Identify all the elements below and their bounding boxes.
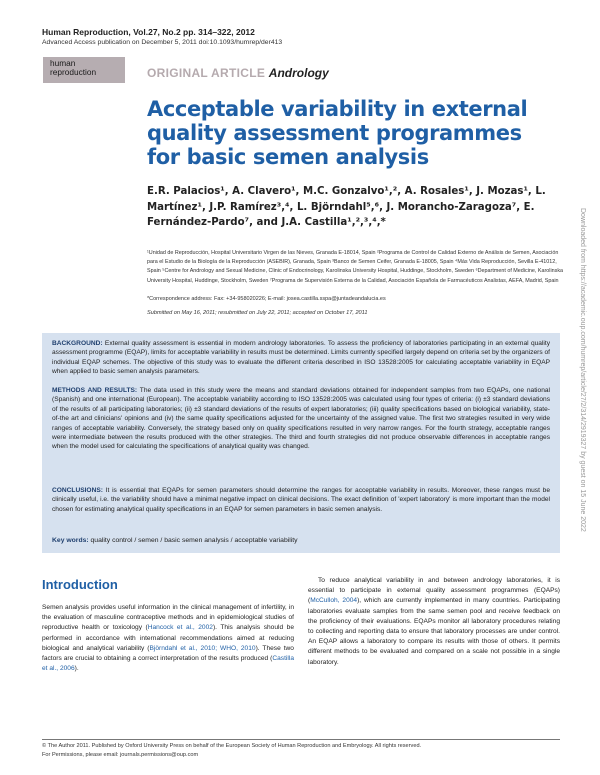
submission-dates: Submitted on May 16, 2011; resubmitted on July 22, 2011; accepted on October 17, 2011 [147, 310, 368, 316]
conclusions-label: CONCLUSIONS: [52, 487, 103, 494]
section-heading [147, 66, 329, 80]
intro-text: Semen analysis provides useful information in the clinical management of infertility, in the evaluation of masculine contraceptive methods and in epidemiological studies of reproductive health or toxicology ( [42, 604, 294, 632]
intro-text: ). This analysis should be performed in accordance with international recommendations aimed at reducing biological and analytical variability ( [42, 624, 294, 652]
citation-link[interactable]: McCulloh, 2004 [310, 597, 358, 605]
citation-link[interactable]: Hancock et al., 2002 [147, 624, 213, 632]
affiliations: ¹Unidad de Reproducción, Hospital Universitario Virgen de las Nieves, Granada E-18014, Spain ²Programa de Control de Calidad Externo de Análisis de Semen, Asociación para el Estudio de la Biología de la Reproducción (ASEBIR), Granada, Spain ³Banco de Semen Ceifer, Granada E-18005, Spain ⁴Más Vida Reproducción, Sevilla E-41012, Spain ⁵Centre for Andrology and Sexual Medicine, Clinic of Endocrinology, Karolinska University Hospital, Huddinge, Stockholm, Sweden ⁶Department of Medicine, Karolinska University Hospital, Huddinge, Stockholm, Sweden ⁷Programa de Supervisión Externa de la Calidad, Asociación Española de Farmacéuticos Analistas, AEFA, Madrid, Spain [147, 250, 564, 284]
introduction-right-column [308, 576, 560, 668]
article-title: Acceptable variability in external quality assessment programmes for basic semen analysis [147, 97, 528, 169]
intro-text: ), which are currently implemented in many countries. Participating laboratories evaluate samples from the same semen pool and receive feedback on the proficiency of their evaluations. EQAPs monitor all laboratory procedures relating to collecting and reporting data to ensure that laboratory processes are under control. An EQAP allows a laboratory to compare its results with those of others. It permits different methods to be evaluated and compared on a scale not possible in a single laboratory. [308, 597, 560, 666]
keywords-label: Key words: [52, 537, 89, 544]
abstract-box [42, 333, 560, 553]
background-text: External quality assessment is essential in modern andrology laboratories. To assess the proficiency of laboratories participating in an external quality assessment programme (EQAP), limits for acceptable variability in results must be determined. Limits currently specified largely depend on criteria set by the organizers of individual EQAP schemes. The objective of this study was to evaluate the different criteria described in ISO 13528:2005 for calculating acceptable variability in EQAP when applied to basic semen analysis parameters. [52, 340, 551, 376]
intro-text: ). [74, 665, 79, 673]
citation-link[interactable]: Björndahl et al., 2010; WHO, 2010 [149, 644, 256, 652]
journal-logo-text [50, 59, 96, 77]
logo-line-1: human [50, 58, 76, 68]
abstract-conclusions [52, 486, 550, 514]
abstract-methods [52, 386, 550, 452]
correspondence: *Correspondence address: Fax: +34-958020226; E-mail: josea.castilla.sspa@juntadeandalucia.es [147, 296, 386, 302]
keywords [52, 537, 298, 544]
methods-text: The data used in this study were the means and standard deviations obtained for independent samples from two EQAPs, one national (Spanish) and one international (European). The acceptable variability according to ISO 13528:2005 was calculated using four types of criteria: (i) ±3 standard deviations of the results of all participating laboratories; (ii) ±3 standard deviations of the results of expert laboratories; (iii) quality specifications based on biological variability, state-of-the art and clinicians' opinions and (iv) the same quality specifications adjusted for the uncertainty of the assigned value. The first two strategies resulted in very wide ranges of acceptable variability. Conversely, the strategy based only on quality specifications resulted in very narrow ranges. For the fourth strategy, acceptable ranges were intermediate between the results produced with the other strategies. The third and fourth strategies did not produce observable differences in acceptable ranges when the model used for calculating the specifications of analytical quality was changed. [52, 387, 550, 451]
logo-line-2: reproduction [50, 67, 97, 77]
abstract-background [52, 339, 550, 377]
permissions-notice: For Permissions, please email: journals.permissions@oup.com [42, 752, 199, 758]
citation-link[interactable]: Castilla et al., 2006 [42, 655, 294, 673]
keywords-text: quality control / semen / basic semen analysis / acceptable variability [90, 537, 298, 544]
introduction-heading: Introduction [42, 577, 118, 592]
conclusions-text: It is essential that EQAPs for semen parameters should determine the ranges for acceptable variability in results. Moreover, these ranges must be clinically useful, i.e. the variability should have a minimal negative impact on clinical decisions. The exact definition of 'expert laboratory' is more important than the model chosen for estimating analytical quality specifications in an EQAP for semen parameters in basic semen analysis. [52, 487, 550, 513]
introduction-left-column [42, 603, 294, 674]
section-topic: Andrology [268, 66, 329, 80]
section-label: ORIGINAL ARTICLE [147, 66, 266, 80]
author-list: E.R. Palacios¹, A. Clavero¹, M.C. Gonzalvo¹,², A. Rosales¹, J. Mozas¹, L. Martínez¹, J.P. Ramírez³,⁴, L. Björndahl⁵,⁶, J. Morancho-Zaragoza⁷, E. Fernández-Pardo⁷, and J.A. Castilla¹,²,³,⁴,* [147, 186, 546, 228]
advance-access-line: Advanced Access publication on December 5, 2011 doi:10.1093/humrep/der413 [42, 39, 283, 46]
methods-label: METHODS AND RESULTS: [52, 387, 138, 394]
journal-citation: Human Reproduction, Vol.27, No.2 pp. 314–322, 2012 [42, 27, 255, 37]
copyright-notice: © The Author 2011. Published by Oxford University Press on behalf of the European Society of Human Reproduction and Embryology. All rights reserved. [42, 743, 422, 749]
intro-text: ). These two factors are crucial to obtaining a correct interpretation of the results produced ( [42, 644, 294, 663]
download-watermark: Downloaded from https://academic.oup.com/humrep/article/27/2/314/2919327 by guest on 15 June 2022 [579, 208, 586, 532]
intro-text: To reduce analytical variability in and between andrology laboratories, it is essential to participate in external quality assessment programmes (EQAPs) ( [308, 577, 560, 605]
background-label: BACKGROUND: [52, 340, 103, 347]
footer-divider [42, 739, 560, 740]
